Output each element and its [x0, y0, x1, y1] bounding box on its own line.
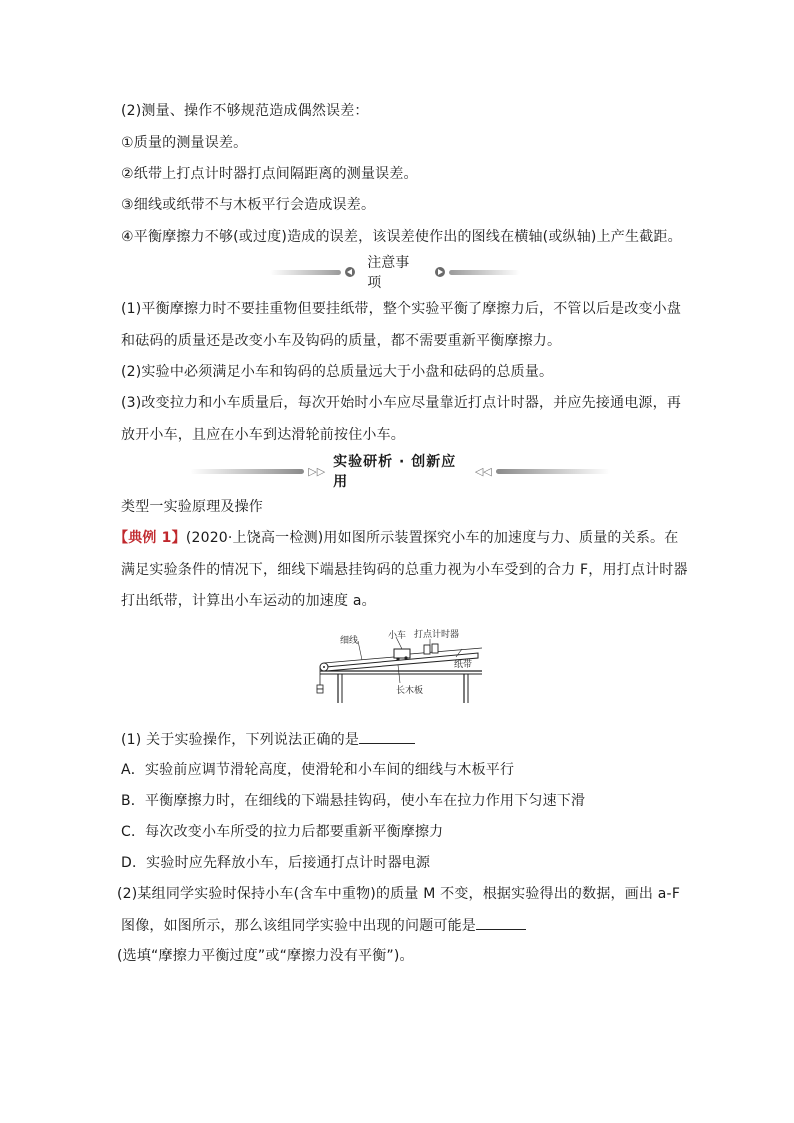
label-board: 长木板	[396, 686, 424, 696]
example-line-1	[114, 528, 678, 548]
option-b: B．平衡摩擦力时，在细线的下端悬挂钩码，使小车在拉力作用下匀速下滑	[121, 793, 586, 809]
errors-heading: (2)测量、操作不够规范造成偶然误差：	[121, 103, 369, 119]
example-line-2: 满足实验条件的情况下，细线下端悬挂钩码的总重力视为小车受到的合力 F，用打点计时器	[121, 562, 688, 578]
note-3-line-1: (3)改变拉力和小车质量后，每次开始时小车应尽量靠近打点计时器，并应先接通电源，再	[121, 395, 682, 411]
error-item-2: ②纸带上打点计时器打点间隔距离的测量误差。	[121, 166, 418, 182]
question-2-line-1: (2)某组同学实验时保持小车(含车中重物)的质量 M 不变，根据实验得出的数据，画出 a-F	[117, 886, 681, 902]
error-item-4: ④平衡摩擦力不够(或过度)造成的误差，该误差使作出的图线在横轴(或纵轴)上产生截距。	[121, 229, 682, 245]
double-left-arrow-icon: ◁◁	[474, 464, 492, 478]
label-tape: 纸带	[454, 660, 473, 670]
notes-banner-title: 注意事项	[367, 255, 410, 291]
banner-bar-left	[270, 270, 341, 275]
option-c: C．每次改变小车所受的拉力后都要重新平衡摩擦力	[121, 824, 444, 840]
question-1-stem-text: (1) 关于实验操作，下列说法正确的是	[121, 732, 360, 748]
label-timer: 打点计时器	[414, 630, 460, 640]
option-d: D．实验时应先释放小车，后接通打点计时器电源	[121, 855, 431, 871]
banner-bar-right	[449, 270, 520, 275]
research-banner-title: 实验研析 · 创新应用	[333, 454, 457, 490]
example-label: 【典例 1】	[114, 530, 186, 546]
example-text-1: (2020·上饶高一检测)用如图所示装置探究小车的加速度与力、质量的关系。在	[185, 530, 679, 546]
research-bar-left	[190, 469, 304, 474]
answer-blank-2[interactable]	[476, 915, 526, 930]
note-3-line-2: 放开小车，且应在小车到达滑轮前按住小车。	[121, 427, 405, 443]
answer-blank-1[interactable]	[359, 729, 415, 744]
question-2-line-3: (选填“摩擦力平衡过度”或“摩擦力没有平衡”)。	[117, 948, 414, 964]
apparatus-diagram	[306, 627, 486, 707]
error-item-3: ③细线或纸带不与木板平行会造成误差。	[121, 197, 376, 213]
notes-banner	[270, 255, 520, 291]
error-item-1: ①质量的测量误差。	[121, 135, 248, 151]
label-thread: 细线	[340, 636, 359, 646]
research-banner	[190, 454, 610, 490]
question-2-line-2-text: 图像，如图所示，那么该组同学实验中出现的问题可能是	[121, 918, 476, 934]
question-2-line-2	[121, 915, 526, 936]
label-cart: 小车	[388, 631, 407, 641]
right-arrow-icon	[435, 267, 445, 277]
question-1-stem	[121, 729, 415, 750]
note-1-line-2: 和砝码的质量还是改变小车及钩码的质量，都不需要重新平衡摩擦力。	[121, 333, 562, 349]
research-bar-right	[496, 469, 610, 474]
left-arrow-icon	[345, 267, 355, 277]
note-1-line-1: (1)平衡摩擦力时不要挂重物但要挂纸带，整个实验平衡了摩擦力后，不管以后是改变小盘	[121, 301, 682, 317]
example-line-3: 打出纸带，计算出小车运动的加速度 a。	[121, 593, 376, 609]
double-right-arrow-icon: ▷▷	[308, 464, 326, 478]
note-2: (2)实验中必须满足小车和钩码的总质量远大于小盘和砝码的总质量。	[121, 364, 554, 380]
option-a: A．实验前应调节滑轮高度，使滑轮和小车间的细线与木板平行	[121, 762, 515, 778]
type-heading: 类型一实验原理及操作	[121, 499, 263, 515]
apparatus-figure	[306, 627, 486, 707]
